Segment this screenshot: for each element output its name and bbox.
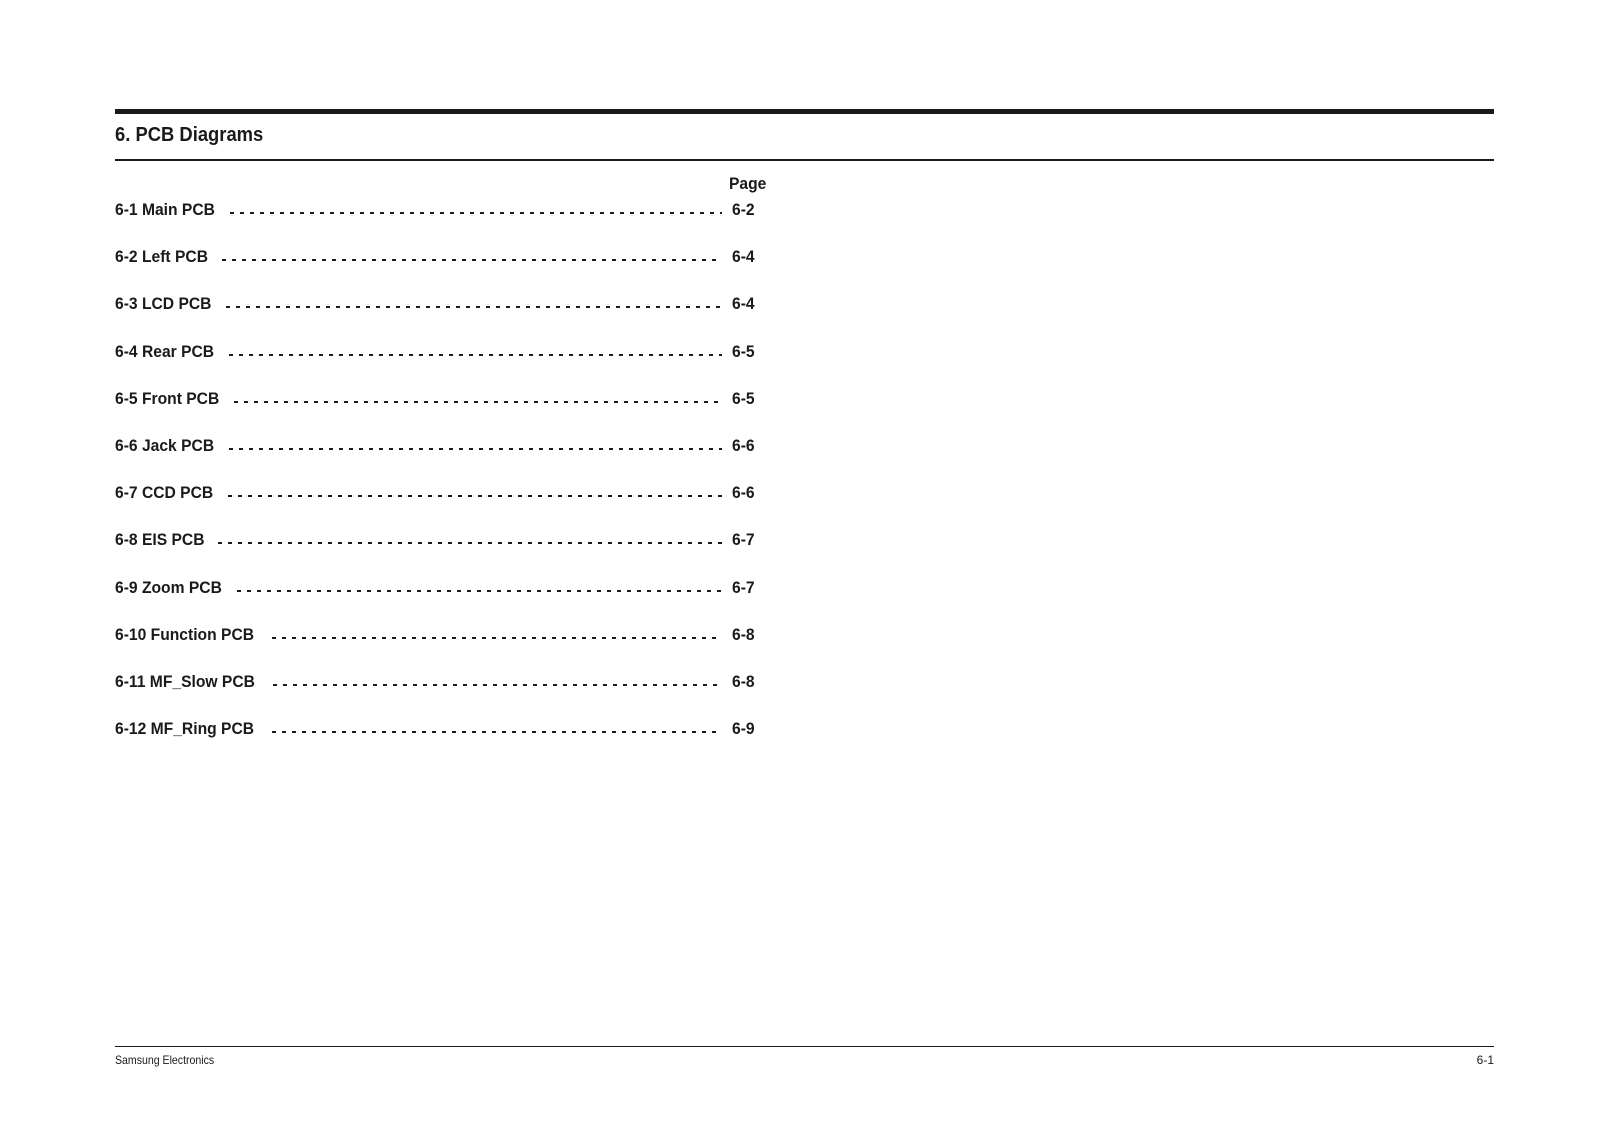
dot-leader (229, 354, 722, 356)
toc-item-label: 6-1 Main PCB (115, 200, 215, 219)
toc-item-label: 6-8 EIS PCB (115, 530, 205, 550)
section-title: 6. PCB Diagrams (115, 124, 264, 146)
top-rule (115, 109, 1494, 114)
toc-item-label: 6-9 Zoom PCB (115, 577, 222, 597)
toc-item[interactable] (115, 436, 760, 483)
footer-rule (115, 1046, 1494, 1047)
title-rule (115, 159, 1494, 161)
toc-item-label: 6-2 Left PCB (115, 247, 208, 267)
toc-item-page: 6-2 (732, 200, 755, 219)
toc-item-page: 6-7 (732, 577, 755, 597)
dot-leader (218, 542, 722, 544)
toc-item-page: 6-5 (732, 388, 755, 408)
dot-leader (272, 731, 722, 733)
dot-leader (272, 637, 722, 639)
toc-item[interactable] (115, 247, 760, 294)
toc-item-page: 6-8 (732, 671, 755, 691)
dot-leader (229, 448, 722, 450)
toc-item[interactable] (115, 719, 760, 766)
dot-leader (237, 590, 722, 592)
toc-item[interactable] (115, 530, 760, 577)
toc-item-page: 6-6 (732, 483, 755, 503)
toc-item-label: 6-10 Function PCB (115, 624, 255, 644)
toc-item-page: 6-4 (732, 247, 755, 267)
dot-leader (273, 684, 722, 686)
footer-page-number: 6-1 (1476, 1053, 1494, 1067)
toc-item[interactable] (115, 625, 760, 672)
toc-item[interactable] (115, 483, 760, 530)
dot-leader (226, 306, 722, 308)
toc-item-page: 6-6 (732, 435, 755, 455)
toc-item-label: 6-4 Rear PCB (115, 341, 215, 361)
toc-item-label: 6-5 Front PCB (115, 388, 220, 408)
toc-item-page: 6-8 (732, 624, 755, 644)
toc-item-label: 6-3 LCD PCB (115, 294, 212, 314)
toc-item-page: 6-5 (732, 341, 755, 361)
dot-leader (222, 259, 722, 261)
dot-leader (230, 212, 722, 214)
toc-item-page: 6-7 (732, 530, 755, 550)
toc-item[interactable] (115, 342, 760, 389)
toc-item[interactable] (115, 578, 760, 625)
toc-item-label: 6-12 MF_Ring PCB (115, 719, 255, 739)
toc-item-page: 6-4 (732, 294, 755, 314)
dot-leader (228, 495, 722, 497)
toc-item-label: 6-11 MF_Slow PCB (115, 671, 255, 691)
toc-item-label: 6-7 CCD PCB (115, 483, 214, 503)
dot-leader (234, 401, 722, 403)
toc-item[interactable] (115, 389, 760, 436)
page-column-header: Page (729, 174, 767, 193)
toc-item-label: 6-6 Jack PCB (115, 435, 215, 455)
toc-item[interactable] (115, 672, 760, 719)
toc-item[interactable] (115, 200, 760, 247)
footer-company: Samsung Electronics (115, 1053, 215, 1067)
table-of-contents (115, 200, 760, 766)
toc-item[interactable] (115, 294, 760, 341)
toc-item-page: 6-9 (732, 719, 755, 739)
